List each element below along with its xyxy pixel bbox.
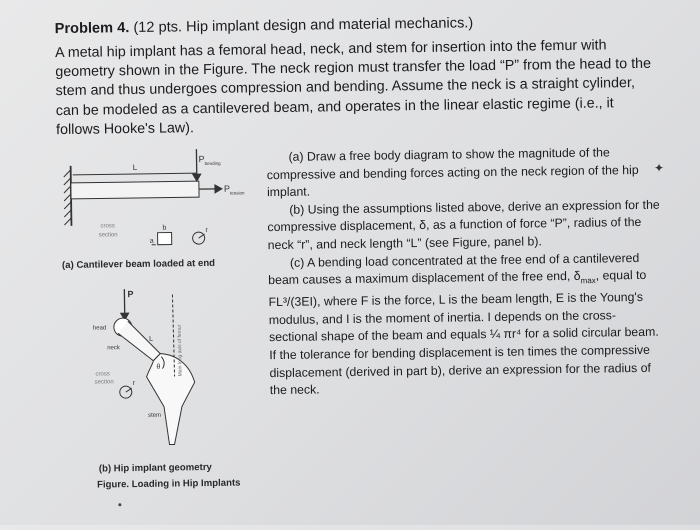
label-a: a [150,238,154,245]
label-L-a: L [133,163,138,172]
label-P-tension-sub: tension [230,190,245,195]
label-head: head [93,325,106,331]
parts-column [266,144,664,400]
label-L-b: L [149,336,153,343]
part-c-subscript: max [581,276,596,285]
label-theta: θ [156,364,160,371]
part-c-text-1: (c) A bending load concentrated at the free end of a cantilevered beam causes a maximum displacement of the free end, δ [268,251,639,288]
label-cross-b: cross [95,371,109,377]
part-a: (a) Draw a free body diagram to show the magnitude of the compressive and bending forces acting on the neck region of the hip implant. [266,144,662,202]
label-r-a: r [205,227,208,234]
label-P-tension: P [224,184,230,194]
label-r-b: r [133,380,136,387]
label-section-a: section [99,232,118,238]
label-cross-a: cross [100,223,114,229]
page-mark [118,503,121,506]
problem-intro: A metal hip implant has a femoral head, neck, and stem for insertion into the femur with geometry shown in the Figure. The neck region must transfer the load “P” from the head to the stem and thus undergoes compression and bending. Assume the neck is a straight cylinder, can be modeled as a cantilevered beam, and operates in the linear elastic regime (i.e., it follows Hooke's Law). [55,36,656,140]
problem-title: (12 pts. Hip implant design and material mechanics.) [129,15,473,36]
mouse-cursor-icon: ✦ [654,161,664,175]
part-c-text-2: , equal to FL³/(3EI), where F is the force, L is the beam length, E is the Young's modulus, and I is the moment of inertia. I depends on the cross-sectional shape of the beam and equals ¼ πr⁴ for a solid circular beam. If the tolerance for bending displacement is ten times the compressive displacement (derived in part b), derive an expression for the radius of the neck. [268,268,658,397]
label-b: b [162,225,166,232]
problem-heading [55,12,655,40]
part-b: (b) Using the assumptions listed above, derive an expression for the compressive displacement, δ, as a function of force “P”, radius of the neck “r”, and neck length “L” (see Figure, panel b). [267,196,663,254]
label-neck: neck [107,345,121,351]
caption-panel-b: (b) Hip implant geometry [99,462,212,475]
figure [58,143,263,506]
caption-panel-a: (a) Cantilever beam loaded at end [62,258,215,271]
label-stem: stem [148,413,161,419]
part-c [268,249,665,400]
figure-title: Figure. Loading in Hip Implants [97,478,241,491]
label-femur-axis: Main long axis of femur [177,324,184,376]
label-P-b: P [127,289,133,299]
figure-diagram [58,143,263,506]
label-P-bending: P [198,154,204,164]
label-section-b: section [95,379,114,385]
label-P-bending-sub: bending [205,161,222,166]
problem-number: Problem 4. [55,20,130,37]
